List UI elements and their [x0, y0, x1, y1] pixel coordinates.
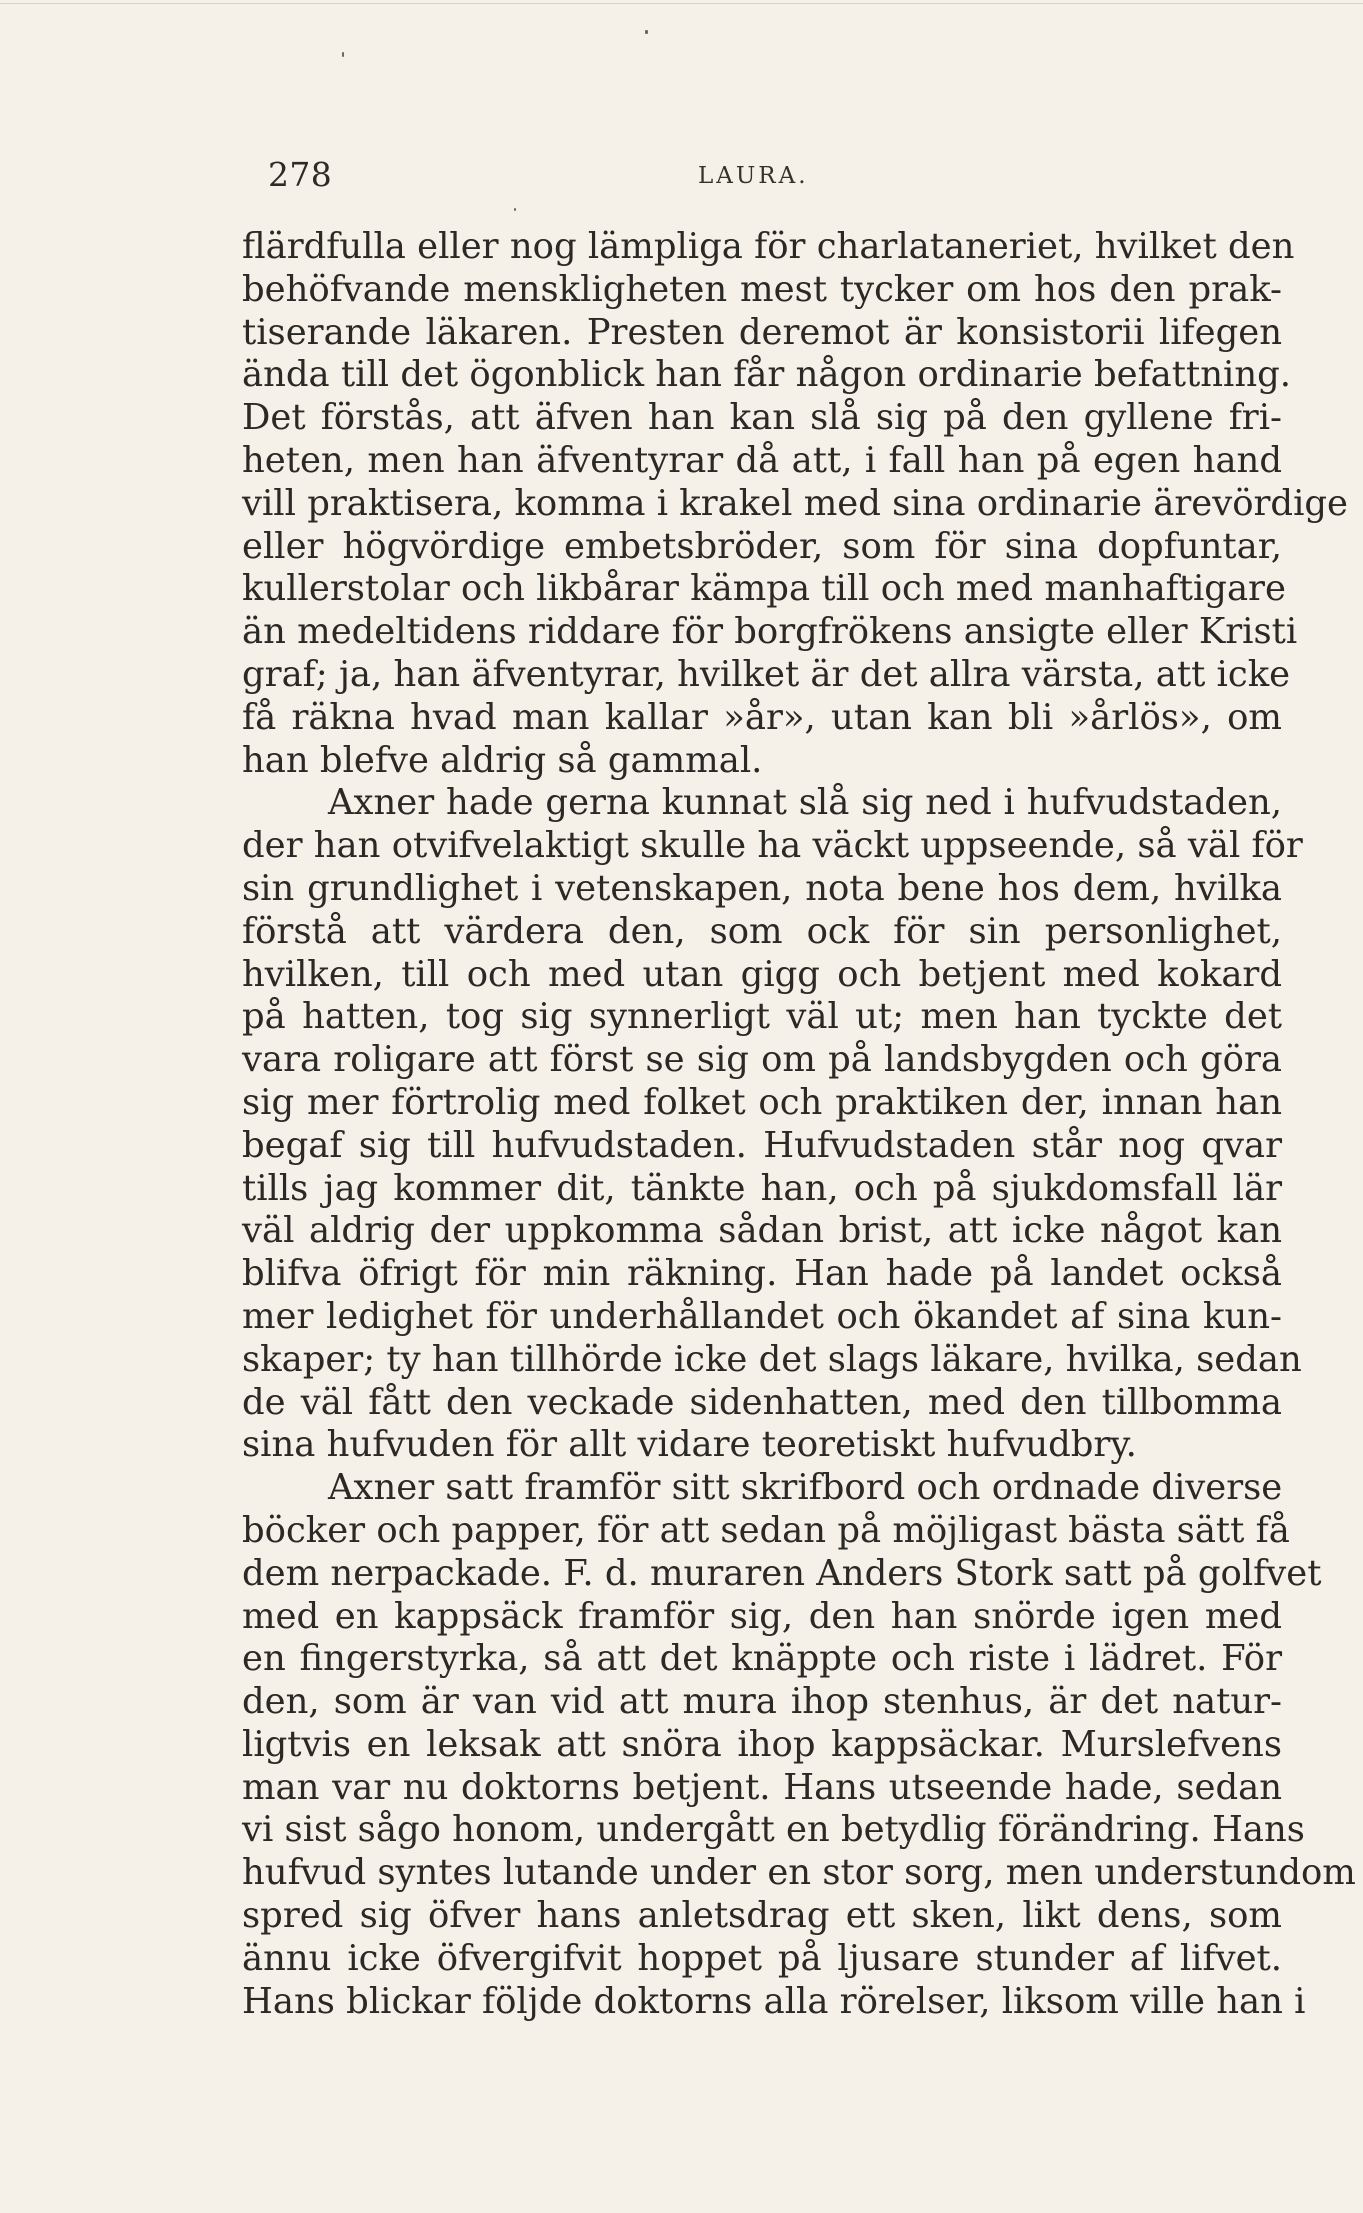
paragraph-end-line: sina hufvuden för allt vidare teoretiskt hufvudbry.	[242, 1424, 1137, 1466]
print-speck	[342, 52, 344, 57]
text-line: sin grundlighet i vetenskapen, nota bene hos dem, hvilka	[242, 867, 1282, 909]
text-line: på hatten, tog sig synnerligt väl ut; men han tyckte det	[242, 996, 1282, 1038]
text-line: behöfvande menskligheten mest tycker om hos den prak-	[242, 268, 1282, 310]
text-line: vara roligare att först se sig om på landsbygden och göra	[242, 1039, 1282, 1081]
text-line: böcker och papper, för att sedan på möjligast bästa sätt få	[242, 1509, 1290, 1551]
text-line: sig mer förtrolig med folket och praktiken der, innan han	[242, 1081, 1282, 1123]
text-line: med en kappsäck framför sig, den han snörde igen med	[242, 1595, 1282, 1637]
text-line: heten, men han äfventyrar då att, i fall han på egen hand	[242, 439, 1282, 481]
paragraph-start-line: Axner hade gerna kunnat slå sig ned i hufvudstaden,	[328, 782, 1282, 824]
print-speck	[645, 30, 648, 34]
text-line: förstå att värdera den, som ock för sin personlighet,	[242, 910, 1282, 952]
text-line: flärdfulla eller nog lämpliga för charlataneriet, hvilket den	[242, 226, 1295, 267]
text-line: dem nerpackade. F. d. muraren Anders Stork satt på golfvet	[242, 1552, 1322, 1594]
text-line: skaper; ty han tillhörde icke det slags läkare, hvilka, sedan	[242, 1338, 1302, 1380]
text-line: tills jag kommer dit, tänkte han, och på sjukdomsfall lär	[242, 1167, 1282, 1209]
text-line: ända till det ögonblick han får någon ordinarie befattning.	[242, 354, 1292, 396]
paragraph-end-line: han blefve aldrig så gammal.	[242, 739, 763, 781]
text-line: en fingerstyrka, så att det knäppte och riste i lädret. För	[242, 1638, 1282, 1680]
text-line: spred sig öfver hans anletsdrag ett sken, likt dens, som	[242, 1895, 1282, 1937]
text-line: hvilken, till och med utan gigg och betjent med kokard	[242, 953, 1282, 995]
page-header	[268, 150, 1318, 210]
text-line: begaf sig till hufvudstaden. Hufvudstaden står nog qvar	[242, 1124, 1282, 1166]
text-line: vi sist sågo honom, undergått en betydlig förändring. Hans	[242, 1809, 1305, 1851]
page-number: 278	[268, 155, 333, 194]
text-line: tiserande läkaren. Presten deremot är konsistorii lifegen	[242, 311, 1282, 353]
text-line: få räkna hvad man kallar »år», utan kan bli »årlös», om	[242, 696, 1282, 738]
text-line: än medeltidens riddare för borgfrökens ansigte eller Kristi	[242, 611, 1298, 653]
text-line: blifva öfrigt för min räkning. Han hade på landet också	[242, 1253, 1282, 1295]
text-line: mer ledighet för underhållandet och ökandet af sina kun-	[242, 1295, 1282, 1337]
text-line: graf; ja, han äfventyrar, hvilket är det allra värsta, att icke	[242, 653, 1291, 695]
text-line: den, som är van vid att mura ihop stenhus, är det natur-	[242, 1681, 1282, 1723]
text-line: väl aldrig der uppkomma sådan brist, att icke något kan	[242, 1210, 1282, 1252]
text-line: vill praktisera, komma i krakel med sina ordinarie ärevördige	[242, 482, 1348, 524]
text-line: kullerstolar och likbårar kämpa till och med manhaftigare	[242, 568, 1286, 610]
paragraph-start-line: Axner satt framför sitt skrifbord och ordnade diverse	[328, 1467, 1283, 1509]
text-line: Det förstås, att äfven han kan slå sig på den gyllene fri-	[242, 397, 1282, 439]
body-text	[242, 226, 1356, 2023]
running-head: LAURA.	[698, 163, 809, 189]
text-line: Hans blickar följde doktorns alla rörelser, liksom ville han i	[242, 1980, 1306, 2022]
text-line: man var nu doktorns betjent. Hans utseende hade, sedan	[242, 1766, 1282, 1808]
text-line: ligtvis en leksak att snöra ihop kappsäckar. Murslefvens	[242, 1723, 1282, 1765]
page-top-edge	[0, 3, 1363, 4]
text-line: ännu icke öfvergifvit hoppet på ljusare stunder af lifvet.	[242, 1937, 1282, 1979]
text-line: de väl fått den veckade sidenhatten, med den tillbomma	[242, 1381, 1282, 1423]
text-line: der han otvifvelaktigt skulle ha väckt uppseende, så väl för	[242, 825, 1303, 867]
text-line: hufvud syntes lutande under en stor sorg, men understundom	[242, 1852, 1356, 1894]
text-line: eller högvördige embetsbröder, som för sina dopfuntar,	[242, 525, 1282, 567]
